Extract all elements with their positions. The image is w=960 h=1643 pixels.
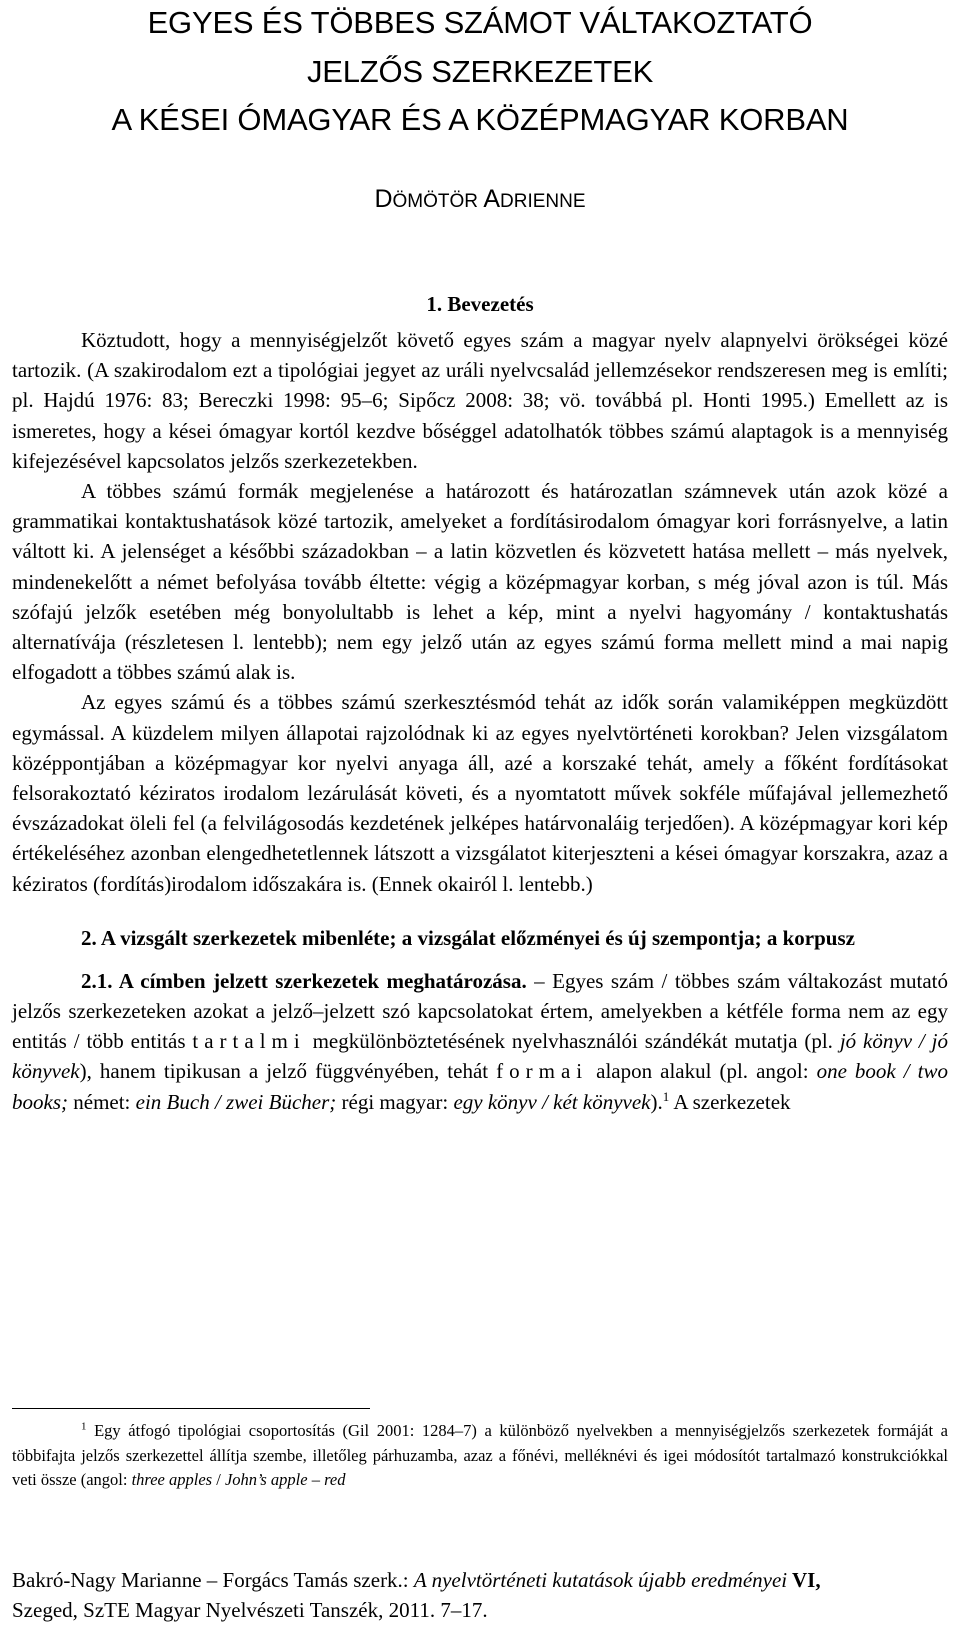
sub-text-7: ). (650, 1089, 663, 1114)
footnote-dash: – (307, 1470, 325, 1489)
footnote-1 (12, 1419, 948, 1493)
subsection-heading: 2.1. A címben jelzett szerkezetek meghatározása. (81, 968, 527, 993)
subsection-paragraph (12, 966, 948, 1117)
spaced-word-formai: formai (496, 1059, 589, 1084)
footer-line-1 (12, 1565, 948, 1595)
sub-text-1: – Egyes szám / többes szám váltakozást mutató jelzős szerkezeteken azokat a jelző–jelzett szó kapcsolatokat értem, amelyekben a kétféle forma nem az egy entitás / több entitás (12, 968, 948, 1054)
sub-text-6: régi magyar: (336, 1089, 454, 1114)
example-english: one book / two books; (12, 1059, 948, 1114)
author-given-rest: DRIENNE (500, 191, 586, 212)
author-surname-rest: ÖMÖTÖR (392, 191, 484, 212)
sub-text-3: ), hanem tipikusan a jelző függvényében, tehát (79, 1059, 497, 1084)
paragraph-1: Köztudott, hogy a mennyiségjelzőt követő egyes szám a magyar nyelv alapnyelvi örökségei közé tartozik. (A szakirodalom ezt a tipológiai jegyet az uráli nyelvcsalád jellemzésekor rendszeresen meg is említi; pl. Hajdú 1976: 83; Bereczki 1998: 95–6; Sipőcz 2008: 38; vö. továbbá pl. Honti 1995.) Emellett az is ismeretes, hogy a kései ómagyar kortól kezdve bőséggel adatolhatók többes számú alaptagok is a mennyiség kifejezésével kapcsolatos jelzős szerkezetekben. (12, 328, 948, 473)
example-german: ein Buch / zwei Bücher; (135, 1089, 337, 1114)
footnote-example-2: John’s apple (224, 1470, 308, 1489)
footnote-example-3: red (324, 1470, 346, 1489)
footnote-mark: 1 (81, 1420, 87, 1433)
section-heading-2: 2. A vizsgált szerkezetek mibenléte; a vizsgálat előzményei és új szempontja; a korpusz (81, 925, 855, 950)
footnote-text: Egy átfogó tipológiai csoportosítás (Gil 2001: 1284–7) a különböző nyelvekben a mennyiségjelzős szerkezetek formáját a többifajta jelzős szerkezettel állítja szembe, illetőleg párhuzamba, azaz a főnévi, melléknévi és igei módosítót tartalmazó konstrukciókkal veti össze (angol: (12, 1421, 948, 1489)
sub-text-2: megkülönböztetésének nyelvhasználói szándékát mutatja (pl. (305, 1029, 840, 1054)
section-heading-1: 1. Bevezetés (426, 292, 534, 316)
paragraph-2: A többes számú formák megjelenése a határozott és határozatlan számnevek után azok közé a grammatikai kontaktushatások közé tartozik, amelyeket a fordításirodalom ómagyar kori forrásnyelve, a latin váltott ki. A jelenséget a későbbi századokban – a latin közvetlen és közvetett hatása mellett – más nyelvek, mindenekelőtt a német befolyása tovább éltette: végig a középmagyar korban, s még jóval azon is túl. Más szófajú jelzők esetében még bonyolultabb is lehet a kép, mint a nyelvi hagyomány / kontaktushatás alternatívája (részletesen l. lentebb); nem egy jelző után az egyes számú forma mellett mind a mai napig elfogadott a többes számú alak is. (12, 479, 948, 685)
spaced-word-tartalmi: tartalmi (192, 1029, 306, 1054)
sub-text-4: alapon alakul (pl. angol: (588, 1059, 817, 1084)
sub-text-8: A szerkezetek (669, 1089, 791, 1114)
body-text (12, 325, 948, 1117)
footer-book-title: A nyelvtörténeti kutatások újabb eredményei (413, 1568, 788, 1592)
footnote-sep: / (212, 1470, 225, 1489)
sub-text-5: német: (68, 1089, 136, 1114)
footer-editors: Bakró-Nagy Marianne – Forgács Tamás szerk.: (12, 1568, 414, 1592)
footer-line-2: Szeged, SzTE Magyar Nyelvészeti Tanszék, 2011. 7–17. (12, 1598, 488, 1622)
author-initial-d: D (374, 185, 393, 213)
author-name (0, 185, 960, 214)
footnote-example-1: three apples (131, 1470, 213, 1489)
title-line-1: EGYES ÉS TÖBBES SZÁMOT VÁLTAKOZTATÓ (147, 5, 813, 40)
footnote-divider (12, 1408, 370, 1409)
footer-volume: VI, (787, 1568, 821, 1592)
example-1: jó könyv / jó könyvek (12, 1029, 948, 1084)
title-line-3: A KÉSEI ÓMAGYAR ÉS A KÖZÉPMAGYAR KORBAN (111, 102, 849, 137)
author-initial-a: A (483, 185, 500, 213)
example-old-hungarian: egy könyv / két könyvek (453, 1089, 651, 1114)
page-footer (12, 1565, 948, 1625)
paragraph-3: Az egyes számú és a többes számú szerkesztésmód tehát az idők során valamiképpen megküzdött egymással. A küzdelem milyen állapotai rajzolódnak ki az egyes nyelvtörténeti korokban? Jelen vizsgálatom középpontjában a középmagyar kor nyelvi anyaga áll, azé a korszaké tehát, amely a főként fordításokat felsorakoztató kéziratos irodalom lezárulását követi, és a nyomtatott művek sokféle műfajával jellemezhető évszázadokat öleli fel (a felvilágosodás kezdetének jelképes határvonaláig terjedően). A középmagyar kori kép értékeléséhez azonban elengedhetetlennek látszott a vizsgálatot kiterjeszteni a kései ómagyar korszakra, azaz a kéziratos (fordítás)irodalom időszakára is. (Ennek okairól l. lentebb.) (12, 690, 948, 896)
title-line-2: JELZŐS SZERKEZETEK (306, 54, 654, 89)
footnote-reference[interactable]: 1 (662, 1088, 670, 1104)
